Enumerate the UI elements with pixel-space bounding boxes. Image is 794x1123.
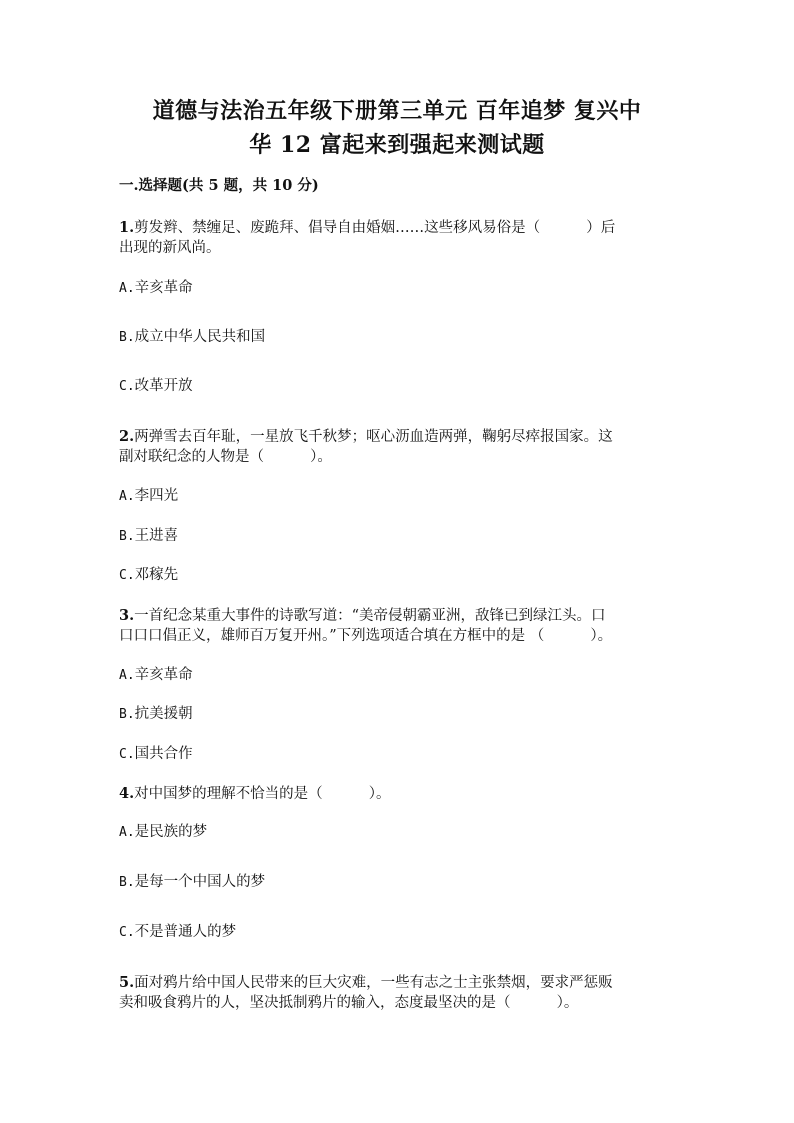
question-3-line2: 口口口倡正义，雄师百万复开州。”下列选项适合填在方框中的是 （ ）。 xyxy=(119,628,613,644)
question-number: 4. xyxy=(119,785,135,802)
question-number: 2. xyxy=(119,428,135,445)
section-heading: 一.选择题(共 5 题，共 10 分) xyxy=(119,177,319,194)
question-text-line1: 两弹雪去百年耻，一星放飞千秋梦；呕心沥血造两弹，鞠躬尽瘁报国家。这 xyxy=(134,429,613,445)
option-c: C.不是普通人的梦 xyxy=(119,924,237,940)
question-number: 1. xyxy=(119,219,135,236)
option-b: B.抗美援朝 xyxy=(119,706,193,722)
option-c: C.国共合作 xyxy=(119,746,193,762)
question-4 xyxy=(119,783,679,805)
option-a: A.是民族的梦 xyxy=(119,824,208,840)
question-text-line1: 一首纪念某重大事件的诗歌写道：“美帝侵朝霸亚洲，敌锋已到绿江头。口 xyxy=(134,608,606,624)
question-text-line1: 面对鸦片给中国人民带来的巨大灾难，一些有志之士主张禁烟，要求严惩贩 xyxy=(134,975,613,991)
question-number: 5. xyxy=(119,974,135,991)
question-1-line2: 出现的新风尚。 xyxy=(119,240,221,256)
option-b: B.是每一个中国人的梦 xyxy=(119,874,266,890)
question-number: 3. xyxy=(119,607,135,624)
option-a: A.辛亥革命 xyxy=(119,667,193,683)
option-a: A.李四光 xyxy=(119,488,179,504)
option-b: B.成立中华人民共和国 xyxy=(119,329,266,345)
option-c: C.邓稼先 xyxy=(119,567,179,583)
document-title-line1: 道德与法治五年级下册第三单元 百年追梦 复兴中 xyxy=(152,98,642,124)
question-2-line2: 副对联纪念的人物是（ ）。 xyxy=(119,449,332,465)
question-3 xyxy=(119,605,679,627)
question-text-line1: 剪发辫、禁缠足、废跪拜、倡导自由婚姻……这些移风易俗是（ ）后 xyxy=(134,220,616,236)
question-5 xyxy=(119,972,679,994)
question-text-line1: 对中国梦的理解不恰当的是（ ）。 xyxy=(134,786,391,802)
question-2 xyxy=(119,426,679,448)
option-b: B.王进喜 xyxy=(119,528,179,544)
question-1 xyxy=(119,217,679,239)
document-title-line2: 华 12 富起来到强起来测试题 xyxy=(249,132,545,158)
option-a: A.辛亥革命 xyxy=(119,280,193,296)
question-5-line2: 卖和吸食鸦片的人，坚决抵制鸦片的输入，态度最坚决的是（ ）。 xyxy=(119,995,579,1011)
option-c: C.改革开放 xyxy=(119,378,193,394)
